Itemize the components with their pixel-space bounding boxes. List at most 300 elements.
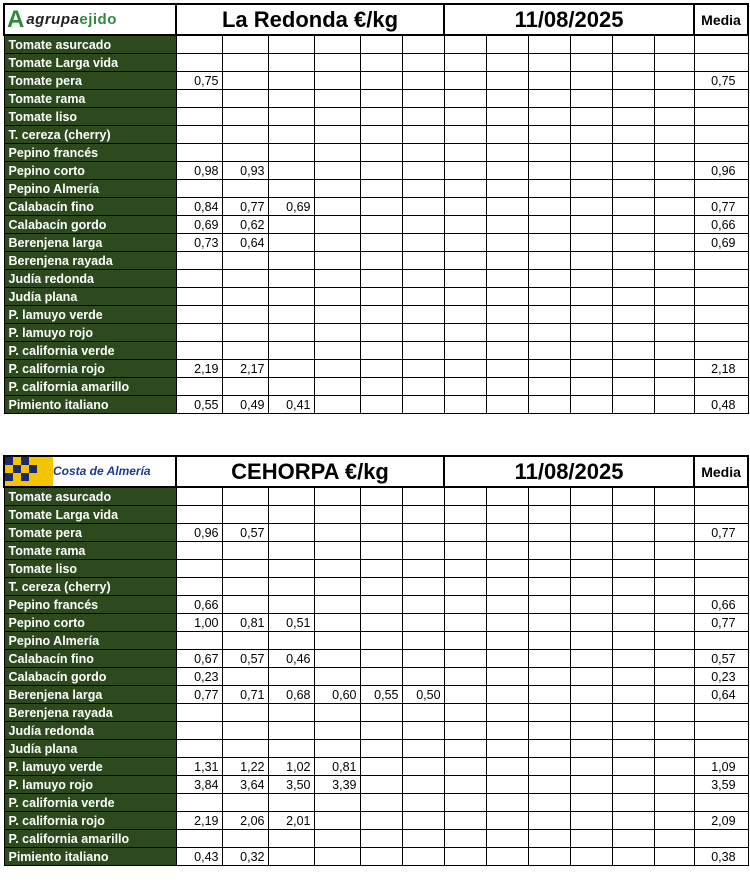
price-cell [402,596,444,614]
price-cell [360,542,402,560]
price-cell [570,144,612,162]
price-cell [570,108,612,126]
price-cell [176,378,222,396]
price-cell [444,90,486,108]
price-cell [612,288,654,306]
price-cell [176,252,222,270]
price-cell [176,740,222,758]
price-cell [654,830,694,848]
product-name: Tomate rama [4,542,176,560]
price-cell: 0,71 [222,686,268,704]
average-cell [694,722,748,740]
product-name: P. california amarillo [4,378,176,396]
price-cell [654,180,694,198]
product-name: P. california verde [4,342,176,360]
price-cell [444,830,486,848]
price-cell [486,198,528,216]
price-cell [570,758,612,776]
price-cell [612,848,654,866]
price-cell [570,614,612,632]
average-cell [694,487,748,506]
price-cell [314,722,360,740]
price-cell [486,72,528,90]
price-cell: 0,51 [268,614,314,632]
price-cell [268,216,314,234]
price-cell: 1,31 [176,758,222,776]
price-cell [528,72,570,90]
product-name: Pepino Almería [4,632,176,650]
price-cell: 0,57 [222,650,268,668]
price-cell: 0,68 [268,686,314,704]
price-cell [528,704,570,722]
price-cell [444,216,486,234]
price-cell [486,90,528,108]
price-cell [486,524,528,542]
price-cell [222,252,268,270]
price-cell [360,758,402,776]
table-row [4,487,748,506]
price-cell [612,54,654,72]
price-cell [612,378,654,396]
price-cell [528,180,570,198]
price-cell [314,126,360,144]
price-cell [314,650,360,668]
price-cell [402,632,444,650]
price-cell [360,90,402,108]
price-cell: 0,43 [176,848,222,866]
price-cell [444,758,486,776]
price-cell [654,126,694,144]
price-cell [654,596,694,614]
price-cell [528,487,570,506]
average-cell [694,704,748,722]
price-cell [570,794,612,812]
price-cell [654,668,694,686]
table-row [4,342,748,360]
product-name: Berenjena rayada [4,704,176,722]
product-name: Tomate liso [4,560,176,578]
price-cell [222,108,268,126]
price-cell [444,54,486,72]
price-cell [360,108,402,126]
average-cell: 0,77 [694,198,748,216]
price-cell [360,216,402,234]
price-cell [444,126,486,144]
price-cell [222,560,268,578]
product-name: Tomate asurcado [4,487,176,506]
price-cell [486,614,528,632]
price-cell [654,72,694,90]
price-cell [612,90,654,108]
price-cell: 3,84 [176,776,222,794]
table-row [4,198,748,216]
price-cell [268,542,314,560]
product-name: P. lamuyo rojo [4,324,176,342]
price-cell [314,632,360,650]
average-cell [694,144,748,162]
product-name: Pepino corto [4,162,176,180]
price-cell [402,812,444,830]
price-cell [402,524,444,542]
price-cell: 0,81 [222,614,268,632]
price-cell [486,794,528,812]
product-name: Judía redonda [4,270,176,288]
average-cell: 1,09 [694,758,748,776]
price-cell [222,126,268,144]
price-cell [314,812,360,830]
product-name: Tomate asurcado [4,35,176,54]
average-cell: 0,57 [694,650,748,668]
product-name: T. cereza (cherry) [4,578,176,596]
price-cell [222,487,268,506]
price-cell [360,650,402,668]
price-cell [268,234,314,252]
table-row [4,288,748,306]
price-cell [444,487,486,506]
price-cell [268,126,314,144]
price-cell [314,288,360,306]
table-row [4,560,748,578]
price-cell [176,542,222,560]
price-cell [570,198,612,216]
price-table-cehorpa [3,455,747,866]
price-cell [528,378,570,396]
price-cell [268,668,314,686]
table-row [4,72,748,90]
price-cell [486,288,528,306]
price-cell [486,848,528,866]
table-row [4,848,748,866]
price-cell [402,288,444,306]
average-cell [694,542,748,560]
price-date: 11/08/2025 [444,456,694,487]
price-cell [654,342,694,360]
price-cell [314,396,360,414]
table-row [4,126,748,144]
logo-a-icon: A [7,5,25,33]
price-cell: 1,22 [222,758,268,776]
average-cell [694,830,748,848]
price-cell [444,632,486,650]
average-cell: 2,18 [694,360,748,378]
price-cell [570,722,612,740]
price-cell [486,324,528,342]
price-cell [570,270,612,288]
price-cell [402,794,444,812]
price-cell [176,324,222,342]
price-cell [654,758,694,776]
table-row [4,270,748,288]
price-cell [654,198,694,216]
price-cell [314,848,360,866]
price-cell [486,306,528,324]
price-cell: 0,77 [222,198,268,216]
price-cell [486,144,528,162]
price-cell [612,72,654,90]
product-name: Tomate pera [4,524,176,542]
table-row [4,216,748,234]
table-row [4,632,748,650]
price-cell [402,306,444,324]
price-cell [612,270,654,288]
price-cell [570,288,612,306]
price-cell [612,162,654,180]
price-cell [654,848,694,866]
price-cell [654,578,694,596]
price-cell [654,686,694,704]
price-cell [360,35,402,54]
price-cell [528,524,570,542]
price-cell [570,90,612,108]
average-cell: 0,69 [694,234,748,252]
price-cell [222,378,268,396]
price-cell [486,360,528,378]
table-row [4,668,748,686]
price-cell [654,776,694,794]
average-cell [694,632,748,650]
price-cell [314,324,360,342]
price-cell [528,812,570,830]
price-cell [570,342,612,360]
price-cell [360,126,402,144]
price-cell: 0,96 [176,524,222,542]
price-cell [570,542,612,560]
price-cell: 0,55 [360,686,402,704]
price-cell [612,324,654,342]
price-cell: 0,23 [176,668,222,686]
price-cell [486,342,528,360]
price-cell [402,396,444,414]
price-cell [528,506,570,524]
price-cell [402,487,444,506]
price-cell [314,360,360,378]
price-cell [444,198,486,216]
table-row [4,650,748,668]
product-name: P. california rojo [4,812,176,830]
price-cell: 0,81 [314,758,360,776]
price-cell [570,378,612,396]
price-cell [528,596,570,614]
price-cell [612,560,654,578]
table-row [4,776,748,794]
table-row [4,758,748,776]
table-row [4,812,748,830]
price-cell [654,632,694,650]
price-cell [314,35,360,54]
product-name: Calabacín gordo [4,216,176,234]
price-cell [444,270,486,288]
price-cell: 2,19 [176,360,222,378]
price-cell [360,524,402,542]
price-cell: 0,32 [222,848,268,866]
price-cell [314,270,360,288]
table-row [4,578,748,596]
price-cell [444,72,486,90]
average-cell: 2,09 [694,812,748,830]
price-cell [222,740,268,758]
price-cell [268,360,314,378]
price-cell [360,378,402,396]
price-cell [528,794,570,812]
price-cell: 0,84 [176,198,222,216]
price-cell [360,632,402,650]
price-cell [402,378,444,396]
price-cell [612,35,654,54]
table-row [4,378,748,396]
price-cell: 0,73 [176,234,222,252]
price-cell [486,126,528,144]
price-cell [444,560,486,578]
average-cell: 0,96 [694,162,748,180]
agrupaejido-logo: A agrupaejido [4,4,176,35]
price-cell [176,35,222,54]
price-cell: 3,50 [268,776,314,794]
price-cell [654,542,694,560]
price-cell [314,216,360,234]
average-cell [694,324,748,342]
price-cell [314,108,360,126]
price-cell [654,378,694,396]
price-cell [314,506,360,524]
price-cell [486,108,528,126]
price-cell [176,794,222,812]
price-cell [360,54,402,72]
price-cell [570,72,612,90]
price-cell [654,234,694,252]
price-cell [402,270,444,288]
price-cell [444,524,486,542]
price-cell [486,252,528,270]
price-cell [402,704,444,722]
price-cell [360,776,402,794]
price-cell [176,126,222,144]
average-cell [694,342,748,360]
price-cell [268,270,314,288]
product-name: Judía redonda [4,722,176,740]
price-cell [570,35,612,54]
product-name: Pepino Almería [4,180,176,198]
price-cell [486,686,528,704]
price-cell [444,324,486,342]
product-name: Pepino francés [4,596,176,614]
average-cell: 3,59 [694,776,748,794]
price-cell [486,162,528,180]
price-cell [268,794,314,812]
price-cell [570,740,612,758]
price-cell [314,830,360,848]
price-cell [612,578,654,596]
price-cell [444,108,486,126]
price-cell [314,740,360,758]
product-name: P. lamuyo verde [4,758,176,776]
average-cell: 0,48 [694,396,748,414]
price-cell [444,378,486,396]
price-cell: 0,46 [268,650,314,668]
price-cell [360,704,402,722]
price-cell [444,162,486,180]
price-cell [528,560,570,578]
average-cell: 0,38 [694,848,748,866]
price-cell [528,216,570,234]
table-row [4,108,748,126]
price-cell [314,162,360,180]
price-cell: 2,01 [268,812,314,830]
product-name: Tomate rama [4,90,176,108]
price-cell [654,722,694,740]
price-cell [314,378,360,396]
price-cell [570,54,612,72]
price-cell [444,776,486,794]
price-cell [222,596,268,614]
price-cell [528,342,570,360]
price-cell [486,830,528,848]
price-cell [612,650,654,668]
average-cell [694,740,748,758]
price-cell [528,306,570,324]
product-name: P. lamuyo verde [4,306,176,324]
price-cell [654,306,694,324]
price-cell [486,180,528,198]
price-cell [528,776,570,794]
price-cell [222,668,268,686]
price-cell [612,704,654,722]
product-name: Tomate pera [4,72,176,90]
brand-name: Costa de Almería [53,464,151,478]
price-cell [268,506,314,524]
price-cell [268,378,314,396]
price-cell [612,794,654,812]
price-cell [402,162,444,180]
price-cell [444,306,486,324]
average-cell [694,378,748,396]
price-cell: 2,19 [176,812,222,830]
price-cell [612,216,654,234]
price-cell [402,90,444,108]
price-cell [176,487,222,506]
product-name: Berenjena larga [4,686,176,704]
table-row [4,830,748,848]
price-cell [612,686,654,704]
price-cell [314,144,360,162]
table-row [4,306,748,324]
average-cell [694,54,748,72]
price-cell [444,180,486,198]
price-cell [402,560,444,578]
price-cell [268,35,314,54]
average-cell [694,35,748,54]
price-cell [444,704,486,722]
average-cell [694,306,748,324]
price-cell [222,542,268,560]
price-cell [360,72,402,90]
price-cell: 0,69 [268,198,314,216]
price-cell [486,234,528,252]
price-cell [570,812,612,830]
price-cell [360,306,402,324]
price-cell [360,668,402,686]
price-cell [444,360,486,378]
price-cell [402,776,444,794]
price-cell [402,722,444,740]
price-cell [570,848,612,866]
table-row [4,180,748,198]
price-cell [570,830,612,848]
average-cell: 0,77 [694,524,748,542]
price-cell: 0,75 [176,72,222,90]
price-cell: 0,66 [176,596,222,614]
table-row [4,740,748,758]
price-cell: 0,49 [222,396,268,414]
